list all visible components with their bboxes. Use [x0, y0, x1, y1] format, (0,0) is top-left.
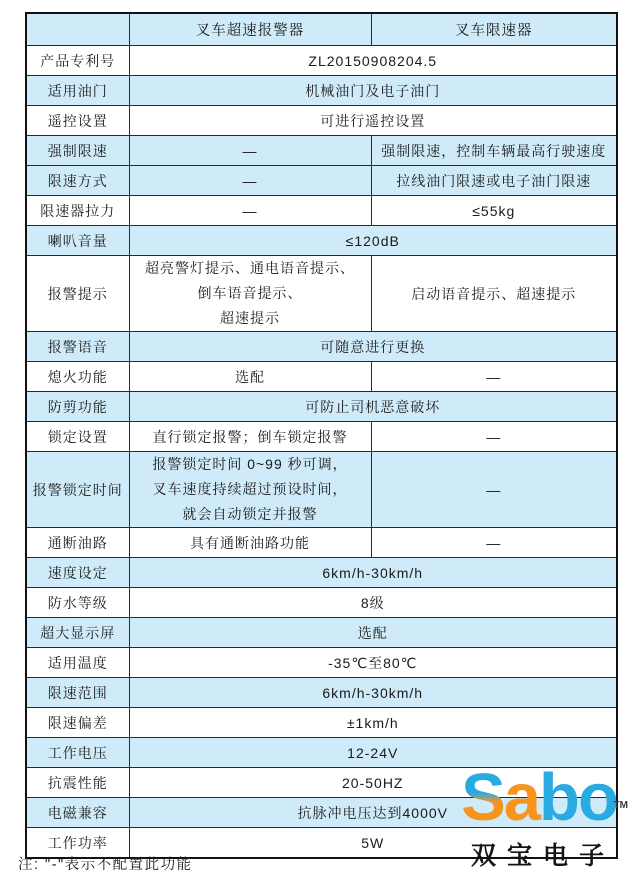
table-row — [26, 558, 617, 588]
row-value-span: 可防止司机恶意破坏 — [129, 392, 617, 422]
table-row — [26, 332, 617, 362]
row-value-limiter: — — [371, 362, 617, 392]
row-value-alarm: — — [129, 196, 371, 226]
row-label: 超大显示屏 — [26, 618, 129, 648]
row-value-limiter: 启动语音提示、超速提示 — [371, 256, 617, 332]
table-row — [26, 452, 617, 528]
logo-letter-b: b — [539, 760, 578, 835]
row-value-limiter: — — [371, 452, 617, 528]
table-row — [26, 648, 617, 678]
table-row — [26, 362, 617, 392]
row-value-alarm — [129, 256, 371, 332]
logo-letter-s: S — [461, 760, 504, 835]
row-label: 限速偏差 — [26, 708, 129, 738]
row-value-span: 8级 — [129, 588, 617, 618]
row-label: 遥控设置 — [26, 106, 129, 136]
row-value-span: ≤120dB — [129, 226, 617, 256]
row-value-span: ZL20150908204.5 — [129, 46, 617, 76]
table-row — [26, 106, 617, 136]
spec-table — [25, 12, 618, 859]
row-label: 工作电压 — [26, 738, 129, 768]
trademark-icon: TM — [613, 800, 628, 811]
table-row — [26, 256, 617, 332]
table-row — [26, 196, 617, 226]
row-label: 强制限速 — [26, 136, 129, 166]
header-row — [26, 13, 617, 46]
row-label: 通断油路 — [26, 528, 129, 558]
row-value-span: 20-50HZ — [129, 768, 617, 798]
value-line: 叉车速度持续超过预设时间， — [152, 481, 348, 497]
table-row — [26, 422, 617, 452]
logo-letter-o: o — [577, 760, 617, 835]
row-label: 防剪功能 — [26, 392, 129, 422]
table-row — [26, 76, 617, 106]
row-value-span: 6km/h-30km/h — [129, 678, 617, 708]
row-label: 报警语音 — [26, 332, 129, 362]
row-value-alarm: — — [129, 166, 371, 196]
value-line: 超亮警灯提示、通电语音提示、 — [145, 260, 355, 276]
logo-letter-a: a — [503, 760, 540, 835]
row-label: 电磁兼容 — [26, 798, 129, 828]
header-overspeed-alarm: 叉车超速报警器 — [129, 13, 371, 46]
row-value-span: 12-24V — [129, 738, 617, 768]
row-value-span: 5W — [129, 828, 617, 859]
table-row — [26, 528, 617, 558]
row-label: 适用温度 — [26, 648, 129, 678]
table-row — [26, 678, 617, 708]
row-value-alarm: — — [129, 136, 371, 166]
row-label: 产品专利号 — [26, 46, 129, 76]
row-value-span: 6km/h-30km/h — [129, 558, 617, 588]
row-value-span: 抗脉冲电压达到4000V — [129, 798, 617, 828]
row-label: 锁定设置 — [26, 422, 129, 452]
row-label: 熄火功能 — [26, 362, 129, 392]
row-value-span: -35℃至80℃ — [129, 648, 617, 678]
value-line: 就会自动锁定并报警 — [182, 506, 318, 522]
value-line: 报警锁定时间 0~99 秒可调， — [152, 456, 348, 472]
row-label: 防水等级 — [26, 588, 129, 618]
row-value-limiter: 强制限速，控制车辆最高行驶速度 — [371, 136, 617, 166]
row-value-limiter: ≤55kg — [371, 196, 617, 226]
row-label: 工作功率 — [26, 828, 129, 859]
table-row — [26, 46, 617, 76]
header-empty-cell — [26, 13, 129, 46]
value-line: 超速提示 — [220, 310, 280, 326]
row-label: 喇叭音量 — [26, 226, 129, 256]
table-row — [26, 226, 617, 256]
row-label: 限速方式 — [26, 166, 129, 196]
row-label: 限速范围 — [26, 678, 129, 708]
row-label: 抗震性能 — [26, 768, 129, 798]
row-value-limiter: 拉线油门限速或电子油门限速 — [371, 166, 617, 196]
row-value-span: 可随意进行更换 — [129, 332, 617, 362]
row-value-alarm: 选配 — [129, 362, 371, 392]
table-row — [26, 392, 617, 422]
company-name: 双宝电子 — [470, 842, 615, 870]
row-value-alarm — [129, 452, 371, 528]
sabo-wordmark — [450, 756, 628, 842]
row-value-span: ±1km/h — [129, 708, 617, 738]
row-value-limiter: — — [371, 422, 617, 452]
value-line: 倒车语音提示、 — [197, 285, 303, 301]
brand-logo — [450, 756, 628, 869]
table-row — [26, 618, 617, 648]
table-row — [26, 708, 617, 738]
row-label: 速度设定 — [26, 558, 129, 588]
row-value-alarm: 具有通断油路功能 — [129, 528, 371, 558]
row-value-alarm: 直行锁定报警；倒车锁定报警 — [129, 422, 371, 452]
row-label: 报警锁定时间 — [26, 452, 129, 528]
row-value-span: 机械油门及电子油门 — [129, 76, 617, 106]
row-value-limiter: — — [371, 528, 617, 558]
header-speed-limiter: 叉车限速器 — [371, 13, 617, 46]
footnote: 注: "-"表示不配置此功能 — [18, 857, 193, 873]
row-value-span: 可进行遥控设置 — [129, 106, 617, 136]
row-label: 限速器拉力 — [26, 196, 129, 226]
table-row — [26, 136, 617, 166]
table-row — [26, 588, 617, 618]
table-row — [26, 166, 617, 196]
row-value-span: 选配 — [129, 618, 617, 648]
row-label: 报警提示 — [26, 256, 129, 332]
row-label: 适用油门 — [26, 76, 129, 106]
